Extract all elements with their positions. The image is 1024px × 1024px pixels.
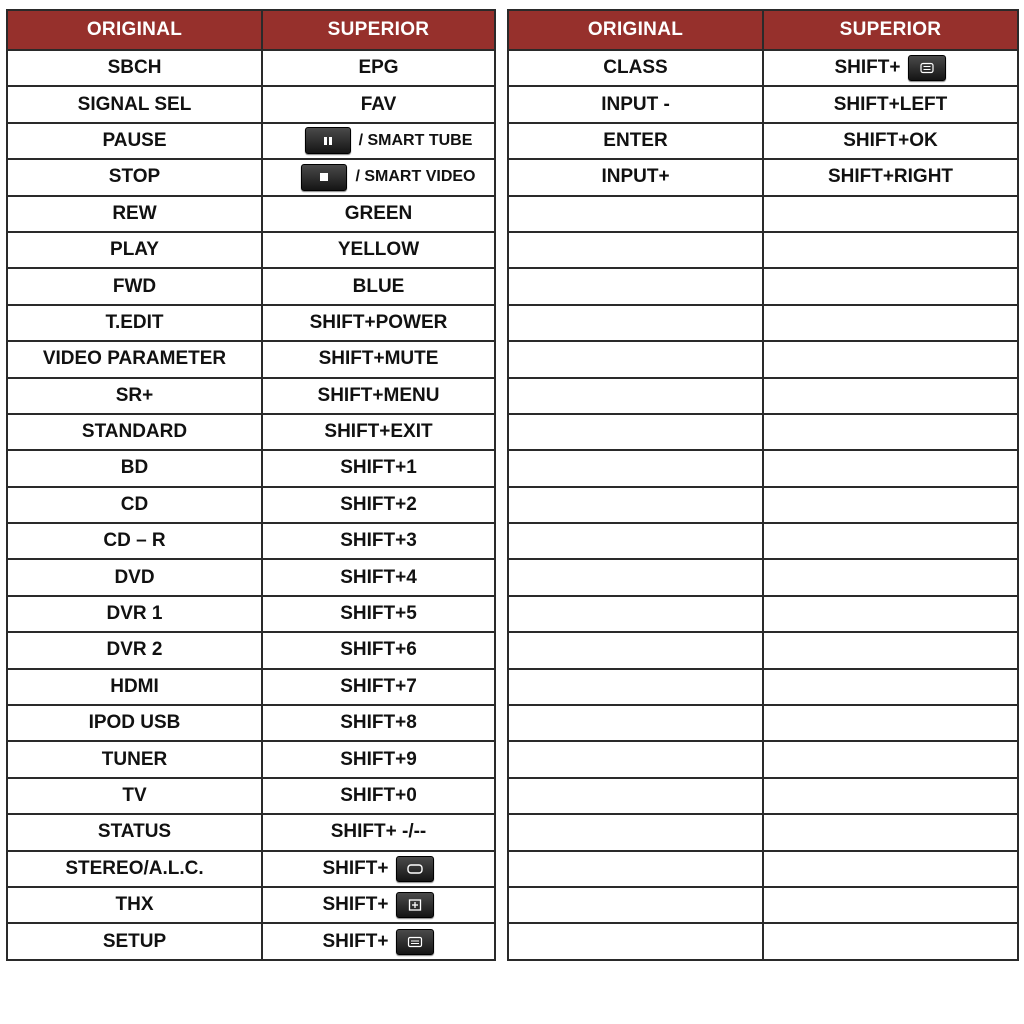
table-row bbox=[7, 887, 495, 923]
empty-cell bbox=[763, 632, 1018, 668]
empty-cell bbox=[508, 669, 763, 705]
table-row bbox=[7, 632, 495, 668]
table-row bbox=[7, 851, 495, 887]
superior-cell: YELLOW bbox=[262, 232, 495, 268]
superior-cell: SHIFT+MENU bbox=[262, 378, 495, 414]
superior-cell bbox=[262, 851, 495, 887]
empty-cell bbox=[763, 669, 1018, 705]
table-row bbox=[7, 268, 495, 304]
original-cell: CD – R bbox=[7, 523, 262, 559]
superior-cell: SHIFT+1 bbox=[262, 450, 495, 486]
original-cell: CD bbox=[7, 487, 262, 523]
original-cell: STOP bbox=[7, 159, 262, 195]
empty-table-row bbox=[508, 632, 1018, 668]
superior-cell bbox=[262, 159, 495, 195]
empty-cell bbox=[763, 232, 1018, 268]
empty-table-row bbox=[508, 341, 1018, 377]
empty-cell bbox=[508, 559, 763, 595]
empty-cell bbox=[508, 414, 763, 450]
superior-label: / SMART TUBE bbox=[358, 131, 473, 149]
plus-square-key-icon bbox=[396, 892, 434, 918]
table-row bbox=[508, 159, 1018, 195]
superior-label: SHIFT+ bbox=[322, 894, 389, 916]
table-row bbox=[7, 123, 495, 159]
table-row bbox=[7, 923, 495, 959]
original-cell: TV bbox=[7, 778, 262, 814]
table-row bbox=[7, 232, 495, 268]
superior-cell: SHIFT+7 bbox=[262, 669, 495, 705]
empty-table-row bbox=[508, 923, 1018, 959]
superior-cell: SHIFT+6 bbox=[262, 632, 495, 668]
original-cell: STEREO/A.L.C. bbox=[7, 851, 262, 887]
empty-cell bbox=[763, 487, 1018, 523]
original-cell: FWD bbox=[7, 268, 262, 304]
empty-table-row bbox=[508, 887, 1018, 923]
empty-table-row bbox=[508, 559, 1018, 595]
table-row bbox=[7, 741, 495, 777]
empty-cell bbox=[508, 814, 763, 850]
empty-cell bbox=[508, 923, 763, 959]
empty-table-row bbox=[508, 669, 1018, 705]
empty-table-row bbox=[508, 268, 1018, 304]
empty-cell bbox=[508, 705, 763, 741]
table-row bbox=[7, 705, 495, 741]
keyboard-key-icon bbox=[396, 929, 434, 955]
empty-cell bbox=[763, 196, 1018, 232]
header-row bbox=[7, 10, 495, 50]
empty-cell bbox=[763, 596, 1018, 632]
empty-cell bbox=[763, 305, 1018, 341]
empty-table-row bbox=[508, 450, 1018, 486]
empty-table-row bbox=[508, 523, 1018, 559]
superior-cell: SHIFT+3 bbox=[262, 523, 495, 559]
superior-cell: SHIFT+RIGHT bbox=[763, 159, 1018, 195]
superior-cell: SHIFT+8 bbox=[262, 705, 495, 741]
superior-cell: BLUE bbox=[262, 268, 495, 304]
empty-cell bbox=[508, 741, 763, 777]
superior-cell: EPG bbox=[262, 50, 495, 86]
table-row bbox=[7, 159, 495, 195]
empty-table-row bbox=[508, 305, 1018, 341]
table-row bbox=[7, 596, 495, 632]
rounded-rect-key-icon bbox=[396, 856, 434, 882]
empty-table-row bbox=[508, 705, 1018, 741]
empty-table-row bbox=[508, 487, 1018, 523]
original-cell: INPUT+ bbox=[508, 159, 763, 195]
original-cell: STATUS bbox=[7, 814, 262, 850]
table-row bbox=[7, 778, 495, 814]
empty-table-row bbox=[508, 414, 1018, 450]
superior-cell bbox=[262, 887, 495, 923]
empty-cell bbox=[508, 305, 763, 341]
empty-cell bbox=[508, 341, 763, 377]
superior-cell: SHIFT+9 bbox=[262, 741, 495, 777]
table-row bbox=[7, 814, 495, 850]
table-row bbox=[7, 305, 495, 341]
original-cell: CLASS bbox=[508, 50, 763, 86]
table-row bbox=[7, 414, 495, 450]
empty-cell bbox=[508, 778, 763, 814]
original-cell: DVD bbox=[7, 559, 262, 595]
original-cell: DVR 2 bbox=[7, 632, 262, 668]
original-cell: PLAY bbox=[7, 232, 262, 268]
empty-cell bbox=[763, 450, 1018, 486]
superior-cell: SHIFT+4 bbox=[262, 559, 495, 595]
empty-cell bbox=[508, 232, 763, 268]
original-cell: SR+ bbox=[7, 378, 262, 414]
superior-cell: SHIFT+5 bbox=[262, 596, 495, 632]
table-row bbox=[7, 487, 495, 523]
header-superior: SUPERIOR bbox=[262, 10, 495, 50]
original-cell: BD bbox=[7, 450, 262, 486]
empty-cell bbox=[508, 887, 763, 923]
table-row bbox=[7, 378, 495, 414]
empty-cell bbox=[508, 268, 763, 304]
original-cell: HDMI bbox=[7, 669, 262, 705]
original-cell: SIGNAL SEL bbox=[7, 86, 262, 122]
original-cell: SETUP bbox=[7, 923, 262, 959]
superior-label: / SMART VIDEO bbox=[355, 168, 476, 186]
empty-table-row bbox=[508, 741, 1018, 777]
table-row bbox=[7, 450, 495, 486]
empty-cell bbox=[763, 887, 1018, 923]
empty-cell bbox=[763, 741, 1018, 777]
empty-cell bbox=[763, 778, 1018, 814]
empty-table-row bbox=[508, 851, 1018, 887]
original-cell: THX bbox=[7, 887, 262, 923]
empty-cell bbox=[763, 559, 1018, 595]
left-mapping-table bbox=[6, 9, 496, 961]
empty-table-row bbox=[508, 378, 1018, 414]
superior-cell: SHIFT+ -/-- bbox=[262, 814, 495, 850]
superior-label: SHIFT+ bbox=[322, 930, 389, 952]
empty-cell bbox=[508, 196, 763, 232]
header-original: ORIGINAL bbox=[508, 10, 763, 50]
original-cell: T.EDIT bbox=[7, 305, 262, 341]
superior-cell: SHIFT+2 bbox=[262, 487, 495, 523]
table-row bbox=[7, 669, 495, 705]
empty-cell bbox=[763, 923, 1018, 959]
empty-cell bbox=[763, 851, 1018, 887]
table-row bbox=[508, 123, 1018, 159]
table-row bbox=[7, 523, 495, 559]
empty-cell bbox=[508, 450, 763, 486]
superior-cell bbox=[763, 50, 1018, 86]
superior-cell: SHIFT+EXIT bbox=[262, 414, 495, 450]
superior-cell: SHIFT+0 bbox=[262, 778, 495, 814]
empty-cell bbox=[763, 523, 1018, 559]
original-cell: IPOD USB bbox=[7, 705, 262, 741]
superior-label: SHIFT+ bbox=[322, 857, 389, 879]
empty-table-row bbox=[508, 232, 1018, 268]
original-cell: INPUT - bbox=[508, 86, 763, 122]
teletext-key-icon bbox=[908, 55, 946, 81]
superior-cell: GREEN bbox=[262, 196, 495, 232]
original-cell: ENTER bbox=[508, 123, 763, 159]
superior-cell bbox=[262, 123, 495, 159]
empty-table-row bbox=[508, 814, 1018, 850]
empty-cell bbox=[508, 851, 763, 887]
table-row bbox=[7, 50, 495, 86]
original-cell: DVR 1 bbox=[7, 596, 262, 632]
table-row bbox=[7, 341, 495, 377]
empty-table-row bbox=[508, 778, 1018, 814]
empty-cell bbox=[508, 632, 763, 668]
original-cell: VIDEO PARAMETER bbox=[7, 341, 262, 377]
superior-cell: FAV bbox=[262, 86, 495, 122]
empty-cell bbox=[508, 487, 763, 523]
empty-cell bbox=[508, 523, 763, 559]
table-row bbox=[7, 559, 495, 595]
empty-cell bbox=[763, 378, 1018, 414]
original-cell: SBCH bbox=[7, 50, 262, 86]
header-row bbox=[508, 10, 1018, 50]
superior-cell: SHIFT+MUTE bbox=[262, 341, 495, 377]
header-superior: SUPERIOR bbox=[763, 10, 1018, 50]
empty-cell bbox=[763, 414, 1018, 450]
table-row bbox=[7, 86, 495, 122]
empty-cell bbox=[508, 596, 763, 632]
original-cell: PAUSE bbox=[7, 123, 262, 159]
header-original: ORIGINAL bbox=[7, 10, 262, 50]
original-cell: REW bbox=[7, 196, 262, 232]
empty-cell bbox=[763, 341, 1018, 377]
empty-cell bbox=[508, 378, 763, 414]
superior-label: SHIFT+ bbox=[834, 57, 901, 79]
superior-cell: SHIFT+LEFT bbox=[763, 86, 1018, 122]
table-row bbox=[7, 196, 495, 232]
right-mapping-table bbox=[507, 9, 1019, 961]
empty-cell bbox=[763, 268, 1018, 304]
pause-key-icon bbox=[305, 127, 351, 154]
original-cell: STANDARD bbox=[7, 414, 262, 450]
superior-cell bbox=[262, 923, 495, 959]
superior-cell: SHIFT+OK bbox=[763, 123, 1018, 159]
empty-cell bbox=[763, 705, 1018, 741]
empty-table-row bbox=[508, 196, 1018, 232]
superior-cell: SHIFT+POWER bbox=[262, 305, 495, 341]
empty-cell bbox=[763, 814, 1018, 850]
table-row bbox=[508, 50, 1018, 86]
table-row bbox=[508, 86, 1018, 122]
stop-key-icon bbox=[301, 164, 347, 191]
empty-table-row bbox=[508, 596, 1018, 632]
original-cell: TUNER bbox=[7, 741, 262, 777]
